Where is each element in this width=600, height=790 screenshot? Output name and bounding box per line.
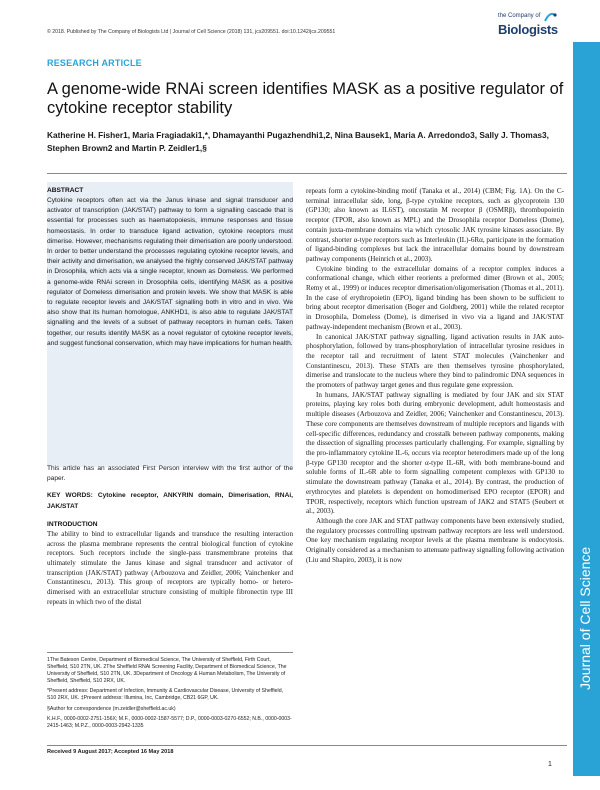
footnote-divider: [47, 652, 293, 653]
bottom-divider: [47, 745, 567, 746]
footnotes: [47, 657, 293, 733]
keywords: [47, 491, 293, 511]
abstract-heading: ABSTRACT: [47, 187, 84, 194]
first-person-note: This article has an associated First Person interview with the first author of the paper.: [47, 465, 293, 483]
right-column: [306, 187, 564, 565]
keywords-list: Cytokine receptor, ANKYRIN domain, Dimerisation, RNAi, JAK/STAT: [47, 492, 293, 510]
right-paragraph: Cytokine binding to the extracellular domains of a receptor complex induces a conformational change, which either reorients a preformed dimer (Brown et al., 2005; Remy et al., 1999) or induces receptor dimerisation/oligomerisation (Thomas et al., 2011). In the case of erythropoietin (EPO), ligand binding has been shown to be sufficient to bring about receptor dimerisation (Boger and Goldberg, 2001) while the related receptor in Drosophila, Domeless (Dome), is dimerised in vivo via a ligand and JAK/STAT pathway-independent mechanism (Brown et al., 2003).: [306, 264, 564, 331]
footnote-affiliations: 1The Bateson Centre, Department of Biomedical Science, The University of Sheffield, Firth Court, Sheffield, S10 2TN, UK. 2The Sheffield RNAi Screening Facility, Department of Biomedical Science, The University of Sheffield, S10 2TN, UK. 3Department of Oncology & Human Metabolism, The University of Sheffield, Sheffield, S10 2RX, UK.: [47, 657, 287, 685]
page-number: 1: [548, 761, 552, 768]
footnote-correspondence: §Author for correspondence (m.zeidler@sheffield.ac.uk): [47, 705, 176, 712]
right-paragraph: In humans, JAK/STAT pathway signalling is mediated by four JAK and six STAT proteins, playing key roles both during embryonic development, adult homeostasis and multiple diseases (Arbouzova and Zeidler, 2006; Vainchenker and Constantinescu, 2013). These core components are themselves downstream of multiple receptors and ligands with cell-specific differences, redundancy and crosstalk between pathway components, making the dissection of signalling processes particularly challenging. For example, signalling by the pro-inflammatory cytokine IL-6, occurs via receptor heterodimers made up of the long β-type GP130 receptor and the shorter α-type IL-6R, with both membrane-bound and soluble forms of IL-6R able to form signalling competent complexes with GP130 to stimulate the downstream pathway (Tanaka et al., 2014). By contrast, the production of erythrocytes and platelets is dependent on homodimerised EPO receptor (EPOR) and TPOR, respectively, receptors which function upstream of JAK2 and STAT5 (Seubert et al., 2003).: [306, 390, 564, 516]
left-column: [47, 464, 293, 607]
introduction-text: The ability to bind to extracellular ligands and transduce the resulting interaction across the plasma membrane represents the central biological function of cytokine receptors. Such receptors include the single-pass transmembrane proteins that ultimately stimulate the Janus kinase and signal transducer and activator of transcription (JAK/STAT) pathway (Arbouzova and Zeidler, 2006; Vainchenker and Constantinescu, 2013). This group of receptors are typically homo- or hetero-dimerised with an extracellular structure consisting of multiple fibronectin type III repeats in which two of the distal: [47, 529, 293, 606]
publisher-logo: [498, 11, 560, 45]
right-paragraph: Although the core JAK and STAT pathway components have been extensively studied, the regulatory processes controlling upstream pathway receptors are less well understood. One key mechanism regulating receptor levels at the plasma membrane is endocytosis. Originally considered as a mechanism to attenuate pathway signalling following activation (Liu and Shapiro, 2003), it is now: [306, 516, 564, 564]
keywords-label: KEY WORDS:: [47, 492, 93, 500]
author-list: Katherine H. Fisher1, Maria Fragiadaki1,*, Dhamayanthi Pugazhendhi1,2, Nina Bausek1, Maria A. Arredondo3, Sally J. Thomas3, Stephen Brown2 and Martin P. Zeidler1,§: [47, 130, 549, 153]
received-date: Received 9 August 2017; Accepted 16 May 2018: [47, 749, 174, 755]
right-paragraph: repeats form a cytokine-binding motif (Tanaka et al., 2014) (CBM; Fig. 1A). On the C-terminal intracellular side, long, β-type cytokine receptors, such as glycoprotein 130 (GP130; also known as IL6ST), oncostatin M receptor β (OSMRβ), thrombopoietin receptor (TPOR, also known as MPL) and the Drosophila receptor Domeless (Dome), contain juxta-membrane domains via which cytosolic JAK tyrosine kinases associate. By contrast, shorter α-type receptors such as Interleukin (IL)-6Rα, participate in the formation of ligand-binding complexes but lack the intracellular domains bound by downstream pathway components (Heinrich et al., 2003).: [306, 187, 564, 263]
footnote-orcid: K.H.F., 0000-0002-2751-156X; M.F., 0000-0002-1587-5577; D.P., 0000-0003-0270-6552; N.B., 0000-0003-2415-1463; M.P.Z., 0000-0003-2942-1335: [47, 715, 292, 729]
journal-side-label: [575, 546, 597, 790]
logo-line2: Biologists: [498, 22, 558, 37]
journal-side-label-text: Journal of Cell Science: [577, 546, 593, 690]
article-type: RESEARCH ARTICLE: [47, 58, 142, 68]
header-divider: [47, 173, 567, 174]
paper-title: A genome-wide RNAi screen identifies MASK as a positive regulator of cytokine receptor stability: [47, 80, 564, 117]
footnote-present-address: *Present address: Department of Infection, Immunity & Cardiovascular Disease, University of Sheffield, S10 2RX, UK. ‡Present address: Illumina, Inc, Cambridge, CB21 6GP, UK.: [47, 688, 284, 702]
abstract-box: [47, 182, 293, 467]
abstract-text: Cytokine receptors often act via the Janus kinase and signal transducer and activator of transcription (JAK/STAT) pathway to form a signalling cascade that is essential for processes such as haematopoiesis, immune responses and tissue homeostasis. In order to transduce ligand activation, cytokine receptors must dimerise. However, mechanisms regulating their dimerisation are poorly understood. In order to better understand the processes regulating cytokine receptor levels, and their activity and dimerisation, we analysed the highly conserved JAK/STAT pathway in Drosophila, which acts via a single receptor, known as Domeless. We performed a genome-wide RNAi screen in Drosophila cells, identifying MASK as a positive regulator of Domeless dimerisation and protein levels. We show that MASK is able to regulate receptor levels and JAK/STAT signalling both in vitro and in vivo. We also show that its human homologue, ANKHD1, is also able to regulate JAK/STAT signalling and the levels of a subset of pathway receptors in human cells. Taken together, our results identify MASK as a novel regulator of cytokine receptor levels, and suggest functional conservation, which may have implications for human health.: [47, 197, 293, 347]
journal-citation-header: © 2018. Published by The Company of Biologists Ltd | Journal of Cell Science (2018) 131, jcs209551. doi:10.1242/jcs.209551: [47, 29, 336, 35]
right-paragraph: In canonical JAK/STAT pathway signalling, ligand activation results in JAK auto-phosphorylation, followed by trans-phosphorylation of intracellular tyrosine residues in the receptor tail and recruitment of latent STAT molecules (Vainchenker and Constantinescu, 2013). These STATs are then themselves tyrosine phosphorylated, dimerise and translocate to the nucleus where they bind to palindromic DNA sequences in the promoters of pathway target genes and thus regulate gene expression.: [306, 332, 564, 390]
introduction-heading: INTRODUCTION: [47, 520, 98, 528]
logo-swirl-icon: [543, 11, 557, 23]
logo-line1: the Company of: [498, 13, 541, 19]
